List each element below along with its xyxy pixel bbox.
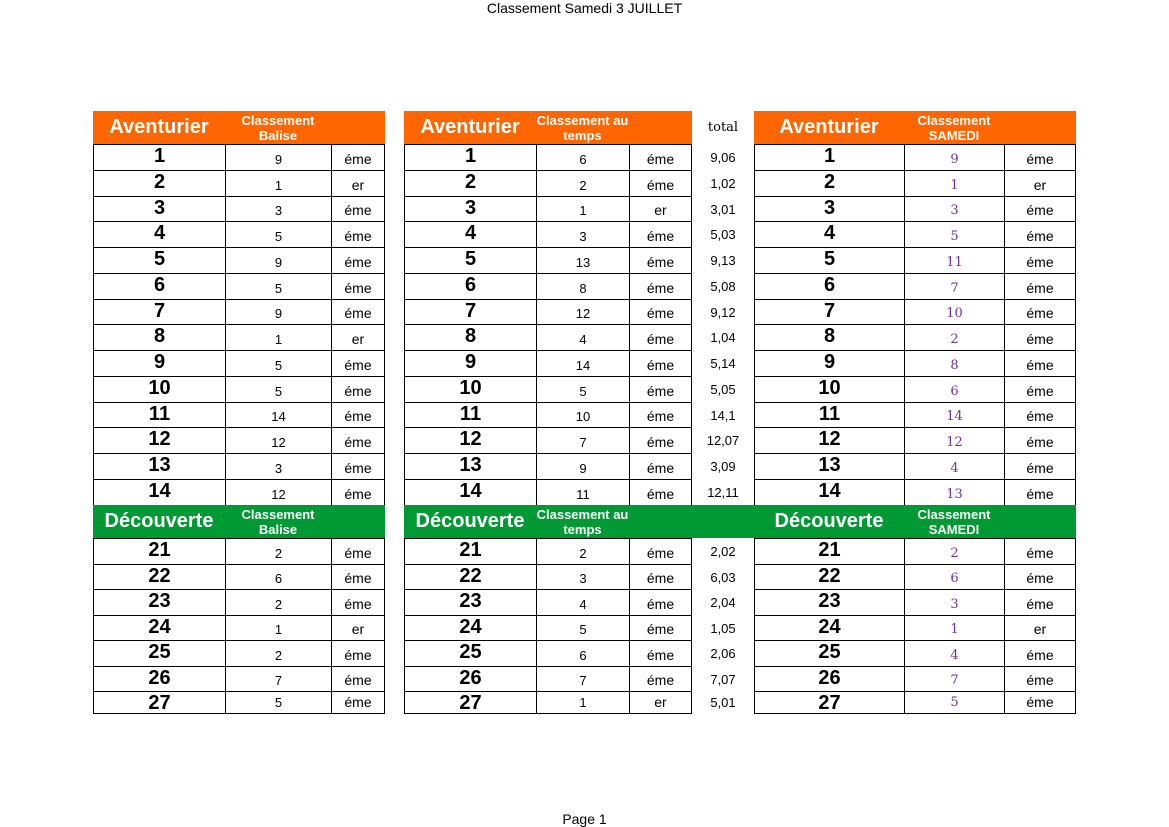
aventurier-samedi-suffix: éme xyxy=(1004,402,1076,428)
decouverte-total-value: 2,02 xyxy=(710,544,736,559)
aventurier-balise-suffix: er xyxy=(331,324,385,351)
aventurier-team-number: 8 xyxy=(404,324,537,351)
decouverte-temps-rank: 7 xyxy=(536,666,630,692)
aventurier-samedi-rank: 2 xyxy=(904,324,1005,351)
aventurier-balise-rank: 12 xyxy=(225,479,332,506)
aventurier-balise-suffix: éme xyxy=(331,221,385,248)
aventurier-temps-suffix: éme xyxy=(629,427,692,454)
aventurier-temps-rank: 8 xyxy=(536,273,630,300)
aventurier-temps-suffix: er xyxy=(629,196,692,222)
aventurier-samedi-rank: 13 xyxy=(904,479,1005,506)
aventurier-total-value: 9,06 xyxy=(710,150,736,165)
aventurier-balise-suffix: er xyxy=(331,170,385,197)
decouverte-samedi-suffix: éme xyxy=(1004,538,1076,565)
aventurier-samedi-suffix: éme xyxy=(1004,196,1076,222)
aventurier-temps-suffix: éme xyxy=(629,170,692,197)
aventurier-total-value: 5,03 xyxy=(710,227,736,242)
decouverte-samedi-suffix: éme xyxy=(1004,640,1076,667)
decouverte-balise-rank: 2 xyxy=(225,640,332,667)
decouverte-team-number: 27 xyxy=(754,691,905,714)
aventurier-team-number: 9 xyxy=(93,350,226,377)
aventurier-header-classement-samedi: Classement SAMEDI xyxy=(904,111,1004,144)
decouverte-temps-rank: 3 xyxy=(536,564,630,590)
decouverte-header-name: Découverte xyxy=(404,505,536,538)
decouverte-header-blank xyxy=(629,505,692,538)
aventurier-team-number: 8 xyxy=(93,324,226,351)
aventurier-team-number: 1 xyxy=(754,144,905,171)
decouverte-temps-rank: 1 xyxy=(536,691,630,714)
aventurier-total-value: 3,01 xyxy=(710,201,736,217)
aventurier-team-number: 4 xyxy=(93,221,226,248)
aventurier-team-number: 11 xyxy=(404,402,537,428)
decouverte-total-value: 2,04 xyxy=(710,595,736,610)
aventurier-samedi-suffix: éme xyxy=(1004,427,1076,454)
aventurier-total-value: 3,09 xyxy=(710,459,736,474)
aventurier-balise-suffix: éme xyxy=(331,427,385,454)
aventurier-team-number: 11 xyxy=(93,402,226,428)
aventurier-temps-suffix: éme xyxy=(629,144,692,171)
aventurier-header-name: Aventurier xyxy=(93,111,225,144)
decouverte-header-classement-samedi: Classement SAMEDI xyxy=(904,505,1004,538)
aventurier-balise-rank: 5 xyxy=(225,376,332,403)
aventurier-team-number: 1 xyxy=(404,144,537,171)
page-footer: Page 1 xyxy=(562,811,607,827)
aventurier-team-number: 5 xyxy=(754,247,905,274)
decouverte-balise-suffix: er xyxy=(331,615,385,641)
decouverte-temps-suffix: éme xyxy=(629,564,692,590)
decouverte-balise-rank: 6 xyxy=(225,564,332,590)
decouverte-team-number: 23 xyxy=(404,589,537,616)
aventurier-balise-suffix: éme xyxy=(331,350,385,377)
aventurier-temps-rank: 14 xyxy=(536,350,630,377)
aventurier-total-value: 1,02 xyxy=(710,176,736,191)
aventurier-temps-rank: 13 xyxy=(536,247,630,274)
aventurier-temps-rank: 2 xyxy=(536,170,630,197)
decouverte-team-number: 26 xyxy=(404,666,537,692)
aventurier-team-number: 3 xyxy=(93,196,226,222)
aventurier-balise-suffix: éme xyxy=(331,299,385,325)
decouverte-balise-suffix: éme xyxy=(331,538,385,565)
aventurier-temps-rank: 9 xyxy=(536,453,630,480)
aventurier-temps-suffix: éme xyxy=(629,350,692,377)
decouverte-team-number: 23 xyxy=(93,589,226,616)
aventurier-team-number: 6 xyxy=(754,273,905,300)
decouverte-samedi-suffix: er xyxy=(1004,615,1076,641)
aventurier-samedi-suffix: éme xyxy=(1004,144,1076,171)
decouverte-team-number: 27 xyxy=(93,691,226,714)
aventurier-balise-suffix: éme xyxy=(331,273,385,300)
aventurier-team-number: 13 xyxy=(404,453,537,480)
aventurier-temps-suffix: éme xyxy=(629,221,692,248)
aventurier-team-number: 6 xyxy=(404,273,537,300)
aventurier-team-number: 12 xyxy=(404,427,537,454)
decouverte-temps-rank: 6 xyxy=(536,640,630,667)
aventurier-team-number: 2 xyxy=(404,170,537,197)
decouverte-temps-suffix: éme xyxy=(629,615,692,641)
decouverte-balise-rank: 7 xyxy=(225,666,332,692)
aventurier-header-classement-balise: Classement Balise xyxy=(225,111,331,144)
aventurier-samedi-suffix: er xyxy=(1004,170,1076,197)
aventurier-team-number: 9 xyxy=(754,350,905,377)
aventurier-temps-suffix: éme xyxy=(629,247,692,274)
aventurier-samedi-rank: 4 xyxy=(904,453,1005,480)
decouverte-samedi-rank: 3 xyxy=(904,589,1005,616)
aventurier-balise-rank: 5 xyxy=(225,350,332,377)
aventurier-temps-rank: 6 xyxy=(536,144,630,171)
decouverte-balise-rank: 2 xyxy=(225,589,332,616)
decouverte-balise-suffix: éme xyxy=(331,691,385,714)
decouverte-total-value: 5,01 xyxy=(710,695,736,710)
aventurier-team-number: 3 xyxy=(754,196,905,222)
decouverte-balise-suffix: éme xyxy=(331,589,385,616)
decouverte-temps-suffix: éme xyxy=(629,666,692,692)
decouverte-total-value: 2,06 xyxy=(710,646,736,661)
aventurier-samedi-rank: 14 xyxy=(904,402,1005,428)
aventurier-samedi-rank: 7 xyxy=(904,273,1005,300)
decouverte-balise-suffix: éme xyxy=(331,666,385,692)
decouverte-team-number: 21 xyxy=(754,538,905,565)
aventurier-temps-suffix: éme xyxy=(629,453,692,480)
aventurier-team-number: 12 xyxy=(93,427,226,454)
decouverte-team-number: 26 xyxy=(93,666,226,692)
decouverte-samedi-rank: 7 xyxy=(904,666,1005,692)
aventurier-balise-rank: 3 xyxy=(225,453,332,480)
aventurier-header-blank xyxy=(331,111,385,144)
aventurier-header-blank xyxy=(1004,111,1076,144)
decouverte-temps-rank: 4 xyxy=(536,589,630,616)
decouverte-team-number: 23 xyxy=(754,589,905,616)
aventurier-team-number: 14 xyxy=(404,479,537,506)
aventurier-balise-rank: 9 xyxy=(225,247,332,274)
decouverte-temps-suffix: er xyxy=(629,691,692,714)
aventurier-team-number: 14 xyxy=(754,479,905,506)
aventurier-total-value: 9,12 xyxy=(710,304,736,320)
aventurier-samedi-suffix: éme xyxy=(1004,221,1076,248)
aventurier-team-number: 5 xyxy=(93,247,226,274)
aventurier-samedi-rank: 11 xyxy=(904,247,1005,274)
decouverte-samedi-suffix: éme xyxy=(1004,666,1076,692)
aventurier-temps-rank: 12 xyxy=(536,299,630,325)
decouverte-total-value: 1,05 xyxy=(710,620,736,636)
aventurier-samedi-suffix: éme xyxy=(1004,247,1076,274)
aventurier-team-number: 4 xyxy=(754,221,905,248)
ranking-sheet xyxy=(93,111,1076,715)
aventurier-team-number: 13 xyxy=(93,453,226,480)
aventurier-balise-suffix: éme xyxy=(331,196,385,222)
aventurier-team-number: 14 xyxy=(93,479,226,506)
aventurier-total-value: 14,1 xyxy=(710,407,736,423)
aventurier-temps-suffix: éme xyxy=(629,402,692,428)
aventurier-team-number: 6 xyxy=(93,273,226,300)
decouverte-samedi-rank: 6 xyxy=(904,564,1005,590)
aventurier-samedi-rank: 3 xyxy=(904,196,1005,222)
aventurier-balise-rank: 5 xyxy=(225,221,332,248)
decouverte-header-name: Découverte xyxy=(754,505,904,538)
aventurier-team-number: 10 xyxy=(93,376,226,403)
decouverte-header-name: Découverte xyxy=(93,505,225,538)
aventurier-balise-rank: 5 xyxy=(225,273,332,300)
aventurier-team-number: 7 xyxy=(93,299,226,325)
aventurier-temps-rank: 11 xyxy=(536,479,630,506)
decouverte-total-value: 7,07 xyxy=(710,671,736,687)
decouverte-balise-suffix: éme xyxy=(331,640,385,667)
aventurier-balise-suffix: éme xyxy=(331,376,385,403)
decouverte-temps-suffix: éme xyxy=(629,589,692,616)
decouverte-team-number: 25 xyxy=(404,640,537,667)
aventurier-header-classement-temps: Classement au temps xyxy=(536,112,629,143)
aventurier-balise-suffix: éme xyxy=(331,402,385,428)
aventurier-temps-rank: 5 xyxy=(536,376,630,403)
aventurier-team-number: 9 xyxy=(404,350,537,377)
aventurier-team-number: 2 xyxy=(754,170,905,197)
aventurier-balise-rank: 14 xyxy=(225,402,332,428)
aventurier-samedi-suffix: éme xyxy=(1004,350,1076,377)
aventurier-header-name: Aventurier xyxy=(754,111,904,144)
aventurier-samedi-rank: 9 xyxy=(904,144,1005,171)
decouverte-balise-rank: 2 xyxy=(225,538,332,565)
aventurier-temps-suffix: éme xyxy=(629,324,692,351)
aventurier-header-name: Aventurier xyxy=(404,111,536,144)
aventurier-total-value: 5,05 xyxy=(710,382,736,397)
aventurier-samedi-suffix: éme xyxy=(1004,324,1076,351)
decouverte-samedi-suffix: éme xyxy=(1004,589,1076,616)
decouverte-samedi-suffix: éme xyxy=(1004,564,1076,590)
decouverte-team-number: 24 xyxy=(754,615,905,641)
aventurier-temps-suffix: éme xyxy=(629,273,692,300)
aventurier-balise-rank: 1 xyxy=(225,324,332,351)
aventurier-temps-suffix: éme xyxy=(629,376,692,403)
decouverte-team-number: 25 xyxy=(754,640,905,667)
aventurier-header-blank xyxy=(629,111,692,144)
aventurier-balise-suffix: éme xyxy=(331,144,385,171)
aventurier-team-number: 7 xyxy=(404,299,537,325)
decouverte-team-number: 22 xyxy=(93,564,226,590)
decouverte-header-blank xyxy=(1004,505,1076,538)
aventurier-team-number: 1 xyxy=(93,144,226,171)
aventurier-samedi-rank: 10 xyxy=(904,299,1005,325)
aventurier-team-number: 2 xyxy=(93,170,226,197)
decouverte-samedi-rank: 4 xyxy=(904,640,1005,667)
aventurier-temps-rank: 10 xyxy=(536,402,630,428)
aventurier-total-value: 5,14 xyxy=(710,356,736,371)
aventurier-balise-rank: 3 xyxy=(225,196,332,222)
aventurier-total-value: 12,07 xyxy=(706,433,740,448)
decouverte-team-number: 21 xyxy=(93,538,226,565)
decouverte-samedi-suffix: éme xyxy=(1004,691,1076,714)
decouverte-samedi-rank: 2 xyxy=(904,538,1005,565)
aventurier-balise-suffix: éme xyxy=(331,453,385,480)
aventurier-balise-rank: 9 xyxy=(225,299,332,325)
decouverte-team-number: 24 xyxy=(404,615,537,641)
aventurier-samedi-rank: 1 xyxy=(904,170,1005,197)
aventurier-samedi-suffix: éme xyxy=(1004,453,1076,480)
aventurier-team-number: 7 xyxy=(754,299,905,325)
total-header: total xyxy=(707,120,739,135)
decouverte-header-classement-balise: Classement Balise xyxy=(225,505,331,538)
aventurier-total-value: 5,08 xyxy=(710,279,736,294)
decouverte-balise-suffix: éme xyxy=(331,564,385,590)
decouverte-team-number: 24 xyxy=(93,615,226,641)
aventurier-temps-rank: 3 xyxy=(536,221,630,248)
decouverte-balise-rank: 1 xyxy=(225,615,332,641)
aventurier-total-value: 1,04 xyxy=(710,330,736,345)
aventurier-team-number: 8 xyxy=(754,324,905,351)
aventurier-balise-rank: 12 xyxy=(225,427,332,454)
decouverte-samedi-rank: 5 xyxy=(904,691,1005,714)
decouverte-total-value: 6,03 xyxy=(710,569,736,585)
aventurier-samedi-suffix: éme xyxy=(1004,479,1076,506)
decouverte-team-number: 26 xyxy=(754,666,905,692)
decouverte-temps-rank: 2 xyxy=(536,538,630,565)
decouverte-samedi-rank: 1 xyxy=(904,615,1005,641)
aventurier-samedi-rank: 8 xyxy=(904,350,1005,377)
aventurier-samedi-suffix: éme xyxy=(1004,299,1076,325)
aventurier-samedi-suffix: éme xyxy=(1004,273,1076,300)
decouverte-header-blank xyxy=(331,505,385,538)
page-title: Classement Samedi 3 JUILLET xyxy=(486,0,683,16)
aventurier-samedi-suffix: éme xyxy=(1004,376,1076,403)
aventurier-total-value: 9,13 xyxy=(710,253,736,268)
decouverte-temps-suffix: éme xyxy=(629,640,692,667)
decouverte-team-number: 21 xyxy=(404,538,537,565)
aventurier-samedi-rank: 6 xyxy=(904,376,1005,403)
aventurier-temps-suffix: éme xyxy=(629,299,692,325)
decouverte-balise-rank: 5 xyxy=(225,691,332,714)
aventurier-team-number: 11 xyxy=(754,402,905,428)
decouverte-temps-suffix: éme xyxy=(629,538,692,565)
aventurier-team-number: 5 xyxy=(404,247,537,274)
aventurier-balise-suffix: éme xyxy=(331,479,385,506)
aventurier-team-number: 3 xyxy=(404,196,537,222)
decouverte-team-number: 22 xyxy=(404,564,537,590)
decouverte-header-total-blank xyxy=(692,505,754,538)
aventurier-balise-suffix: éme xyxy=(331,247,385,274)
aventurier-total-value: 12,11 xyxy=(707,485,739,500)
aventurier-team-number: 12 xyxy=(754,427,905,454)
decouverte-header-classement-temps: Classement au temps xyxy=(536,506,629,537)
aventurier-temps-rank: 1 xyxy=(536,196,630,222)
decouverte-temps-rank: 5 xyxy=(536,615,630,641)
aventurier-team-number: 10 xyxy=(404,376,537,403)
aventurier-temps-suffix: éme xyxy=(629,479,692,506)
decouverte-team-number: 25 xyxy=(93,640,226,667)
aventurier-temps-rank: 7 xyxy=(536,427,630,454)
aventurier-balise-rank: 9 xyxy=(225,144,332,171)
aventurier-team-number: 4 xyxy=(404,221,537,248)
aventurier-team-number: 10 xyxy=(754,376,905,403)
aventurier-balise-rank: 1 xyxy=(225,170,332,197)
aventurier-samedi-rank: 12 xyxy=(904,427,1005,454)
aventurier-samedi-rank: 5 xyxy=(904,221,1005,248)
decouverte-team-number: 27 xyxy=(404,691,537,714)
aventurier-team-number: 13 xyxy=(754,453,905,480)
aventurier-temps-rank: 4 xyxy=(536,324,630,351)
decouverte-team-number: 22 xyxy=(754,564,905,590)
